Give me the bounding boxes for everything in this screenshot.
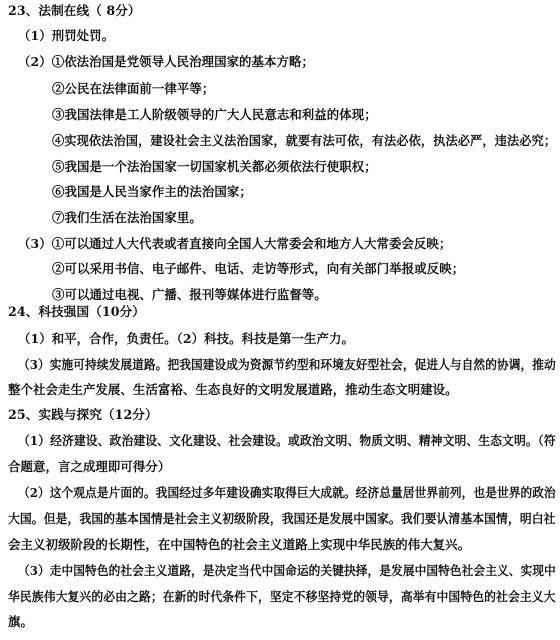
answer-23-3-item-3: ③可以通过电视、广播、报刊等媒体进行监督等。 [52, 287, 327, 302]
answer-23-2-item-6: ⑥我国是人民当家作主的法治国家； [52, 184, 252, 199]
answer-24-3-line-2: 整个社会走生产发展、生活富裕、生态良好的文明发展道路，推动生态文明建设。 [8, 382, 458, 397]
answer-23-1: （1）刑罚处罚。 [18, 28, 115, 43]
answer-25-2-line-3: 会主义初级阶段的长期性，在中国特色的社会主义道路上实现中华民族的伟大复兴。 [8, 537, 471, 552]
answer-23-2-item-4: ④实现依法治国，建设社会主义法治国家，就要有法可依，有法必依，执法必严，违法必究； [52, 133, 557, 148]
answer-24-1-2: （1）和平，合作，负责任。（2）科技。科技是第一生产力。 [18, 331, 354, 346]
answer-23-2-item-2: ②公民在法律面前一律平等； [52, 81, 215, 96]
answer-25-3-line-3: 旗。 [8, 614, 33, 629]
answer-23-2-item-7: ⑦我们生活在法治国家里。 [52, 210, 202, 225]
answer-25-2-line-1: （2）这个观点是片面的。我国经过多年建设确实取得巨大成就。经济总量居世界前列，也是世界的政治 [18, 485, 556, 500]
answer-25-3-line-1: （3）走中国特色的社会主义道路，是决定当代中国命运的关键抉择，是发展中国特色社会主义、实现中 [18, 563, 556, 578]
answer-24-3-line-1: （3）实施可持续发展道路。把我国建设成为资源节约型和环境友好型社会，促进人与自然的协调，推动 [18, 357, 556, 372]
answer-25-2-line-2: 大国。但是，我国的基本国情是社会主义初级阶段，我国还是发展中国家。我们要认清基本国情，明白社 [8, 511, 556, 526]
answer-25-1-line-1: （1）经济建设、政治建设、文化建设、社会建设。或政治文明、物质文明、精神文明、生态文明。（符 [18, 433, 556, 448]
answer-23-3-item-1: （3）①可以通过人大代表或者直接向全国人大常委会和地方人大常委会反映； [18, 236, 452, 251]
answer-25-1-line-2: 合题意，言之成理即可得分） [8, 459, 171, 474]
answer-23-2-item-1: （2）①依法治国是党领导人民治理国家的基本方略； [18, 54, 315, 69]
answer-25-3-line-2: 华民族伟大复兴的必由之路；在新的时代条件下，坚定不移坚持党的领导，高举有中国特色的社会主义大 [8, 589, 556, 604]
answer-23-3-item-2: ②可以采用书信、电子邮件、电话、走访等形式，向有关部门举报或反映； [52, 261, 465, 276]
answer-23-2-item-3: ③我国法律是工人阶级领导的广大人民意志和利益的体现； [52, 107, 377, 122]
section-23-heading: 23、法制在线（ 8分） [8, 3, 141, 18]
section-25-heading: 25、实践与探究（12分） [8, 407, 158, 422]
answer-23-2-item-5: ⑤我国是一个法治国家一切国家机关都必须依法行使职权； [52, 159, 377, 174]
section-24-heading: 24、科技强国（10分） [8, 304, 146, 319]
